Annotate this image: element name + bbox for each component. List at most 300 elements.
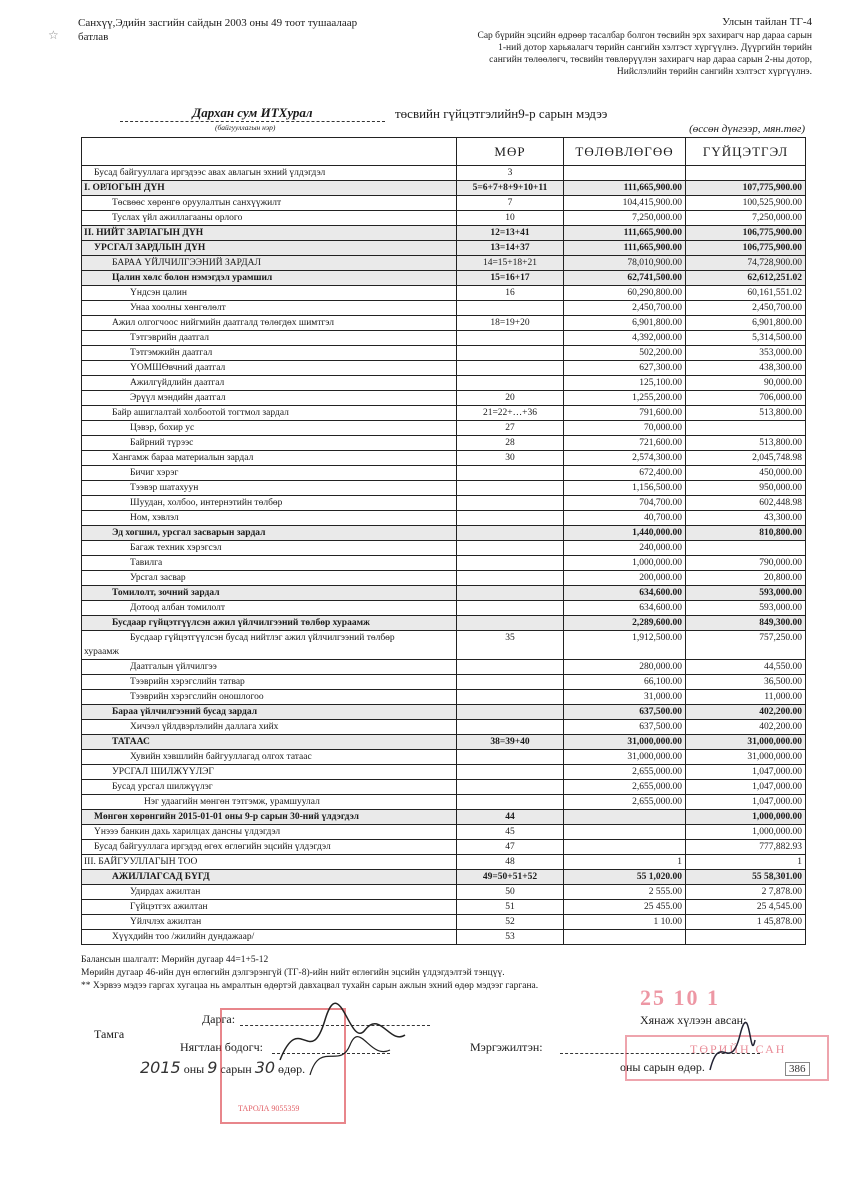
row-code-cell — [457, 376, 564, 391]
row-code-cell: 44 — [457, 810, 564, 825]
table-row — [82, 660, 806, 675]
row-actual-cell: 5,314,500.00 — [686, 331, 806, 346]
row-name-cell: III. БАЙГУУЛЛАГЫН ТОО — [82, 855, 457, 870]
row-code-cell — [457, 541, 564, 556]
row-name-cell: Бусад байгууллага иргэдэд өгөх өглөгийн эцсийн үлдэгдэл — [82, 840, 457, 855]
row-name-cell: Ажил олгогчоос нийгмийн даатгалд төлөгдөх шимтгэл — [82, 316, 457, 331]
row-name-cell: Цэвэр, бохир ус — [82, 421, 457, 436]
row-plan-cell: 1,156,500.00 — [564, 481, 686, 496]
table-row — [82, 331, 806, 346]
row-actual-cell: 1,047,000.00 — [686, 765, 806, 780]
row-name-cell: Байр ашиглалтай холбоотой тогтмол зардал — [82, 406, 457, 421]
row-actual-cell: 513,800.00 — [686, 436, 806, 451]
row-code-cell — [457, 346, 564, 361]
row-plan-cell: 55 1,020.00 — [564, 870, 686, 885]
row-code-cell — [457, 795, 564, 810]
table-row — [82, 556, 806, 571]
form-name: Улсын тайлан ТГ-4 — [722, 16, 812, 28]
reviewer-signature-icon — [700, 1020, 760, 1080]
row-name-cell: Даатгалын үйлчилгээ — [82, 660, 457, 675]
table-row — [82, 825, 806, 840]
table-row — [82, 780, 806, 795]
row-code-cell — [457, 571, 564, 586]
row-name-cell: БАРАА ҮЙЛЧИЛГЭЭНИЙ ЗАРДАЛ — [82, 256, 457, 271]
row-plan-cell: 31,000.00 — [564, 690, 686, 705]
row-code-cell — [457, 496, 564, 511]
specialist-label: Мэргэжилтэн: — [470, 1040, 543, 1054]
row-actual-cell — [686, 166, 806, 181]
report-title: төсвийн гүйцэтгэлийн9-р сарын мэдээ — [395, 106, 608, 121]
instruction-line1: Сар бүрийн эцсийн өдрөөр тасалбар болгон төсвийн эрх захирагч нар дараа сарын — [477, 31, 812, 41]
row-actual-cell — [686, 541, 806, 556]
stamp-label: Тамга — [94, 1027, 125, 1041]
header-plan: ТӨЛӨВЛӨГӨӨ — [564, 138, 686, 166]
table-row — [82, 361, 806, 376]
table-row — [82, 166, 806, 181]
row-code-cell — [457, 481, 564, 496]
row-code-cell: 53 — [457, 930, 564, 945]
organization-caption: (байгууллагын нэр) — [215, 123, 276, 132]
table-row — [82, 346, 806, 361]
row-actual-cell: 1 — [686, 855, 806, 870]
row-plan-cell: 7,250,000.00 — [564, 211, 686, 226]
row-plan-cell: 791,600.00 — [564, 406, 686, 421]
row-name-cell: Хүүхдийн тоо /жилийн дундажаар/ — [82, 930, 457, 945]
row-name-cell: Хувийн хэвшлийн байгууллагад олгох татаас — [82, 750, 457, 765]
table-row — [82, 436, 806, 451]
header-name — [82, 138, 457, 166]
treasury-stamp-text: ТӨРИЙН САН — [690, 1042, 787, 1056]
row-code-cell — [457, 331, 564, 346]
row-actual-cell: 44,550.00 — [686, 660, 806, 675]
row-actual-cell: 2 7,878.00 — [686, 885, 806, 900]
row-plan-cell: 200,000.00 — [564, 571, 686, 586]
official-stamp-caption: ТАРОЛА 9055359 — [238, 1104, 300, 1113]
table-row — [82, 675, 806, 690]
row-name-cell: Тээвэр шатахуун — [82, 481, 457, 496]
row-name-cell: Үнэээ банкин дахь харилцах дансны үлдэгдэл — [82, 825, 457, 840]
row-name-cell: Гүйцэтгэх ажилтан — [82, 900, 457, 915]
row-actual-cell: 31,000,000.00 — [686, 735, 806, 750]
header-actual: ГҮЙЦЭТГЭЛ — [686, 138, 806, 166]
row-code-cell: 5=6+7+8+9+10+11 — [457, 181, 564, 196]
row-code-cell — [457, 361, 564, 376]
table-row — [82, 645, 806, 660]
row-plan-cell — [564, 645, 686, 660]
row-name-cell: Удирдах ажилтан — [82, 885, 457, 900]
row-actual-cell: 74,728,900.00 — [686, 256, 806, 271]
table-row — [82, 690, 806, 705]
row-plan-cell: 2,655,000.00 — [564, 765, 686, 780]
row-plan-cell: 111,665,900.00 — [564, 226, 686, 241]
row-actual-cell: 602,448.98 — [686, 496, 806, 511]
table-row — [82, 750, 806, 765]
row-code-cell: 49=50+51+52 — [457, 870, 564, 885]
row-code-cell: 13=14+37 — [457, 241, 564, 256]
row-code-cell — [457, 586, 564, 601]
table-row — [82, 511, 806, 526]
row-plan-cell: 104,415,900.00 — [564, 196, 686, 211]
row-name-cell: Дотоод албан томилолт — [82, 601, 457, 616]
footer-line2: Мөрийн дугаар 46-ийн дүн өглөгийн дэлгэрэнгүй (ТГ-8)-ийн нийт өглөгийн эцсийн үлдэгдэлтэй тэнцүү. — [81, 968, 505, 978]
row-actual-cell: 593,000.00 — [686, 601, 806, 616]
row-plan-cell: 1 10.00 — [564, 915, 686, 930]
table-row — [82, 421, 806, 436]
row-plan-cell: 31,000,000.00 — [564, 750, 686, 765]
row-code-cell — [457, 765, 564, 780]
date-month: 9 — [207, 1058, 218, 1077]
date-day-text: өдөр. — [278, 1062, 306, 1076]
row-code-cell — [457, 301, 564, 316]
row-name-cell: Хичээл үйлдвэрлэлийн даллага хийх — [82, 720, 457, 735]
table-row — [82, 631, 806, 646]
row-plan-cell: 125,100.00 — [564, 376, 686, 391]
table-row — [82, 301, 806, 316]
row-name-cell: Нэг удаагийн мөнгөн тэтгэмж, урамшуулал — [82, 795, 457, 810]
row-name-cell: Бичиг хэрэг — [82, 466, 457, 481]
row-plan-cell: 2 555.00 — [564, 885, 686, 900]
row-name-cell: Байрний түрээс — [82, 436, 457, 451]
table-row — [82, 406, 806, 421]
row-code-cell: 50 — [457, 885, 564, 900]
row-plan-cell: 25 455.00 — [564, 900, 686, 915]
row-actual-cell: 62,612,251.02 — [686, 271, 806, 286]
row-actual-cell: 106,775,900.00 — [686, 241, 806, 256]
row-actual-cell: 31,000,000.00 — [686, 750, 806, 765]
row-name-cell: Урсгал засвар — [82, 571, 457, 586]
table-row — [82, 616, 806, 631]
header-approval-line2: батлав — [78, 31, 109, 43]
row-code-cell — [457, 466, 564, 481]
row-name-cell: Унаа хоолны хөнгөлөлт — [82, 301, 457, 316]
row-actual-cell: 1,047,000.00 — [686, 795, 806, 810]
row-plan-cell: 240,000.00 — [564, 541, 686, 556]
organization-name — [120, 105, 385, 122]
row-code-cell: 12=13+41 — [457, 226, 564, 241]
row-actual-cell: 777,882.93 — [686, 840, 806, 855]
table-header-row — [82, 138, 806, 166]
row-name-cell: Эрүүл мэндийн даатгал — [82, 391, 457, 406]
row-code-cell — [457, 675, 564, 690]
row-actual-cell: 20,800.00 — [686, 571, 806, 586]
table-row — [82, 211, 806, 226]
row-name-cell: Төсвөөс хөрөнгө оруулалтын санхүүжилт — [82, 196, 457, 211]
table-row — [82, 900, 806, 915]
row-name-cell: Бусад урсгал шилжүүлэг — [82, 780, 457, 795]
row-plan-cell: 1,912,500.00 — [564, 631, 686, 646]
row-actual-cell: 757,250.00 — [686, 631, 806, 646]
row-plan-cell: 2,655,000.00 — [564, 780, 686, 795]
row-plan-cell: 31,000,000.00 — [564, 735, 686, 750]
director-label: Дарга: — [202, 1012, 236, 1026]
date-year: 2015 — [140, 1058, 181, 1077]
table-row — [82, 840, 806, 855]
row-actual-cell: 25 4,545.00 — [686, 900, 806, 915]
row-actual-cell — [686, 930, 806, 945]
table-row — [82, 601, 806, 616]
row-code-cell — [457, 601, 564, 616]
row-actual-cell: 6,901,800.00 — [686, 316, 806, 331]
reviewer-label: Хянаж хүлээн авсан: — [640, 1013, 747, 1027]
table-row — [82, 870, 806, 885]
row-plan-cell: 40,700.00 — [564, 511, 686, 526]
row-plan-cell: 1 — [564, 855, 686, 870]
row-actual-cell — [686, 421, 806, 436]
row-actual-cell: 60,161,551.02 — [686, 286, 806, 301]
row-name-cell: II. НИЙТ ЗАРЛАГЫН ДҮН — [82, 226, 457, 241]
row-plan-cell: 70,000.00 — [564, 421, 686, 436]
corner-mark-icon: ☆ — [48, 28, 59, 42]
row-actual-cell: 55 58,301.00 — [686, 870, 806, 885]
row-name-cell: ТАТААС — [82, 735, 457, 750]
row-code-cell — [457, 690, 564, 705]
row-plan-cell: 2,655,000.00 — [564, 795, 686, 810]
row-plan-cell — [564, 166, 686, 181]
table-row — [82, 286, 806, 301]
row-code-cell — [457, 511, 564, 526]
row-actual-cell: 1 45,878.00 — [686, 915, 806, 930]
row-plan-cell: 111,665,900.00 — [564, 241, 686, 256]
row-plan-cell: 637,500.00 — [564, 720, 686, 735]
row-plan-cell: 1,440,000.00 — [564, 526, 686, 541]
row-actual-cell: 706,000.00 — [686, 391, 806, 406]
header-instructions — [452, 16, 812, 78]
row-code-cell — [457, 720, 564, 735]
row-name-cell: Тэтгэмжийн даатгал — [82, 346, 457, 361]
header-approval-line1: Санхүү,Эдийн засгийн сайдын 2003 оны 49 тоот тушаалаар — [78, 17, 358, 29]
row-code-cell: 47 — [457, 840, 564, 855]
row-plan-cell: 672,400.00 — [564, 466, 686, 481]
row-code-cell — [457, 616, 564, 631]
row-name-cell: Тавилга — [82, 556, 457, 571]
row-actual-cell: 849,300.00 — [686, 616, 806, 631]
handwritten-signature-icon — [270, 1000, 410, 1080]
row-plan-cell: 2,289,600.00 — [564, 616, 686, 631]
date-year-text: оны — [183, 1062, 205, 1076]
table-row — [82, 481, 806, 496]
row-actual-cell: 43,300.00 — [686, 511, 806, 526]
table-row — [82, 226, 806, 241]
row-code-cell: 7 — [457, 196, 564, 211]
row-actual-cell: 2,045,748.98 — [686, 451, 806, 466]
row-name-cell: Бусад байгууллага иргэдээс авах авлагын эхний үлдэгдэл — [82, 166, 457, 181]
row-actual-cell: 402,200.00 — [686, 705, 806, 720]
table-row — [82, 541, 806, 556]
row-name-cell: Цалин хөлс болон нэмэгдэл урамшил — [82, 271, 457, 286]
treasury-stamp-number: 386 — [785, 1062, 810, 1076]
table-row — [82, 720, 806, 735]
red-stamp-mark: 25 10 1 — [640, 985, 720, 1010]
row-actual-cell: 402,200.00 — [686, 720, 806, 735]
table-row — [82, 196, 806, 211]
row-name-cell: Бараа үйлчилгээний бусад зардал — [82, 705, 457, 720]
row-actual-cell: 593,000.00 — [686, 586, 806, 601]
table-row — [82, 496, 806, 511]
row-name-cell: Туслах үйл ажиллагааны орлого — [82, 211, 457, 226]
table-row — [82, 735, 806, 750]
row-actual-cell: 107,775,900.00 — [686, 181, 806, 196]
row-plan-cell: 1,255,200.00 — [564, 391, 686, 406]
row-actual-cell: 90,000.00 — [686, 376, 806, 391]
row-code-cell — [457, 556, 564, 571]
row-code-cell — [457, 660, 564, 675]
row-name-cell: Томилолт, зочний зардал — [82, 586, 457, 601]
table-row — [82, 795, 806, 810]
row-plan-cell — [564, 930, 686, 945]
row-code-cell: 48 — [457, 855, 564, 870]
row-name-cell: Ном, хэвлэл — [82, 511, 457, 526]
row-plan-cell: 634,600.00 — [564, 601, 686, 616]
row-actual-cell: 106,775,900.00 — [686, 226, 806, 241]
currency-note: (өссөн дүнгээр, мян.төг) — [689, 123, 805, 135]
row-name-cell: Тэтгэврийн даатгал — [82, 331, 457, 346]
row-code-cell: 14=15+18+21 — [457, 256, 564, 271]
table-row — [82, 181, 806, 196]
table-row — [82, 391, 806, 406]
row-actual-cell: 353,000.00 — [686, 346, 806, 361]
row-actual-cell: 36,500.00 — [686, 675, 806, 690]
row-actual-cell: 1,047,000.00 — [686, 780, 806, 795]
table-row — [82, 930, 806, 945]
instruction-line4: Нийслэлийн төрийн сангийн хэлтэст хүргүүлнэ. — [616, 67, 812, 77]
row-actual-cell: 450,000.00 — [686, 466, 806, 481]
row-name-cell: Үндсэн цалин — [82, 286, 457, 301]
table-row — [82, 915, 806, 930]
row-plan-cell — [564, 810, 686, 825]
row-plan-cell: 66,100.00 — [564, 675, 686, 690]
row-name-cell: Бусдаар гүйцэтгүүлсэн бусад нийтлэг ажил үйлчилгээний төлбөр — [82, 631, 457, 646]
row-plan-cell: 1,000,000.00 — [564, 556, 686, 571]
row-code-cell: 35 — [457, 631, 564, 646]
row-plan-cell: 2,450,700.00 — [564, 301, 686, 316]
row-code-cell: 21=22+…+36 — [457, 406, 564, 421]
row-name-cell: Үйлчлэх ажилтан — [82, 915, 457, 930]
organization-name-text: Дархан сум ИТХурал — [120, 105, 385, 122]
row-actual-cell: 1,000,000.00 — [686, 810, 806, 825]
row-name-cell: Мөнгөн хөрөнгийн 2015-01-01 оны 9-р сарын 30-ний үлдэгдэл — [82, 810, 457, 825]
accountant-label: Нягтлан бодогч: — [180, 1040, 263, 1054]
table-row — [82, 885, 806, 900]
row-actual-cell: 11,000.00 — [686, 690, 806, 705]
row-plan-cell: 634,600.00 — [564, 586, 686, 601]
row-name-cell: Тээврийн хэрэгслийн оношлогоо — [82, 690, 457, 705]
row-plan-cell: 62,741,500.00 — [564, 271, 686, 286]
row-name-cell: УРСГАЛ ЗАРДЛЫН ДҮН — [82, 241, 457, 256]
table-row — [82, 855, 806, 870]
row-code-cell: 52 — [457, 915, 564, 930]
table-row — [82, 705, 806, 720]
row-actual-cell: 7,250,000.00 — [686, 211, 806, 226]
instruction-line3: сангийн төлөөлөгч, төсвийн төвлөрүүлэн захирагч нар дараа сарын 2-ны дотор, — [489, 55, 812, 65]
row-plan-cell: 4,392,000.00 — [564, 331, 686, 346]
table-row — [82, 376, 806, 391]
row-plan-cell: 2,574,300.00 — [564, 451, 686, 466]
row-actual-cell: 2,450,700.00 — [686, 301, 806, 316]
reviewer-date: оны сарын өдөр. — [620, 1060, 705, 1074]
row-plan-cell: 280,000.00 — [564, 660, 686, 675]
row-plan-cell: 60,290,800.00 — [564, 286, 686, 301]
table-row — [82, 526, 806, 541]
row-name-cell: АЖИЛЛАГСАД БҮГД — [82, 870, 457, 885]
row-code-cell: 38=39+40 — [457, 735, 564, 750]
footer-line1: Балансын шалгалт: Мөрийн дугаар 44=1+5-12 — [81, 955, 269, 965]
row-actual-cell: 100,525,900.00 — [686, 196, 806, 211]
table-body — [82, 166, 806, 945]
table-row — [82, 316, 806, 331]
row-code-cell: 51 — [457, 900, 564, 915]
row-code-cell: 16 — [457, 286, 564, 301]
row-actual-cell: 790,000.00 — [686, 556, 806, 571]
row-plan-cell: 637,500.00 — [564, 705, 686, 720]
row-plan-cell: 78,010,900.00 — [564, 256, 686, 271]
row-name-cell: хураамж — [82, 645, 457, 660]
row-plan-cell — [564, 825, 686, 840]
row-code-cell — [457, 705, 564, 720]
table-row — [82, 765, 806, 780]
row-actual-cell — [686, 645, 806, 660]
row-code-cell: 18=19+20 — [457, 316, 564, 331]
row-actual-cell: 438,300.00 — [686, 361, 806, 376]
row-name-cell: I. ОРЛОГЫН ДҮН — [82, 181, 457, 196]
row-code-cell: 28 — [457, 436, 564, 451]
table-row — [82, 256, 806, 271]
footer-line3: ** Хэрвээ мэдээ гаргах хугацаа нь амралтын өдөртэй давхацвал тухайн сарын ажлын эхний өдөр мэдээг гаргана. — [81, 981, 539, 991]
row-code-cell: 3 — [457, 166, 564, 181]
row-plan-cell — [564, 840, 686, 855]
table-row — [82, 586, 806, 601]
row-plan-cell: 627,300.00 — [564, 361, 686, 376]
row-actual-cell: 950,000.00 — [686, 481, 806, 496]
row-code-cell — [457, 645, 564, 660]
row-plan-cell: 502,200.00 — [564, 346, 686, 361]
row-code-cell: 45 — [457, 825, 564, 840]
row-name-cell: Тээврийн хэрэгслийн татвар — [82, 675, 457, 690]
instruction-line2: 1-ний дотор харьяалагч төрийн сангийн хэлтэст хүргүүлнэ. Дүүргийн төрийн — [498, 43, 812, 53]
row-code-cell — [457, 526, 564, 541]
row-plan-cell: 721,600.00 — [564, 436, 686, 451]
header-approval — [78, 16, 418, 44]
row-code-cell — [457, 750, 564, 765]
header-row-code: МӨР — [457, 138, 564, 166]
row-code-cell: 30 — [457, 451, 564, 466]
date-month-text: сарын — [220, 1062, 252, 1076]
row-name-cell: УРСГАЛ ШИЛЖҮҮЛЭГ — [82, 765, 457, 780]
table-row — [82, 810, 806, 825]
row-code-cell: 15=16+17 — [457, 271, 564, 286]
row-name-cell: Шуудан, холбоо, интернэтийн төлбөр — [82, 496, 457, 511]
row-actual-cell: 810,800.00 — [686, 526, 806, 541]
date-day: 30 — [254, 1058, 276, 1077]
row-code-cell: 20 — [457, 391, 564, 406]
row-name-cell: Ажилгүйдлийн даатгал — [82, 376, 457, 391]
row-plan-cell: 704,700.00 — [564, 496, 686, 511]
row-code-cell — [457, 780, 564, 795]
table-row — [82, 451, 806, 466]
row-plan-cell: 111,665,900.00 — [564, 181, 686, 196]
row-actual-cell: 513,800.00 — [686, 406, 806, 421]
budget-table — [81, 137, 806, 945]
row-name-cell: Бусдаар гүйцэтгүүлсэн ажил үйлчилгээний төлбөр хураамж — [82, 616, 457, 631]
row-code-cell: 10 — [457, 211, 564, 226]
row-name-cell: Эд хогшил, урсгал засварын зардал — [82, 526, 457, 541]
row-actual-cell: 1,000,000.00 — [686, 825, 806, 840]
row-name-cell: ҮОМШӨвчний даатгал — [82, 361, 457, 376]
row-code-cell: 27 — [457, 421, 564, 436]
row-name-cell: Багаж техник хэрэгсэл — [82, 541, 457, 556]
row-plan-cell: 6,901,800.00 — [564, 316, 686, 331]
table-row — [82, 241, 806, 256]
table-row — [82, 571, 806, 586]
